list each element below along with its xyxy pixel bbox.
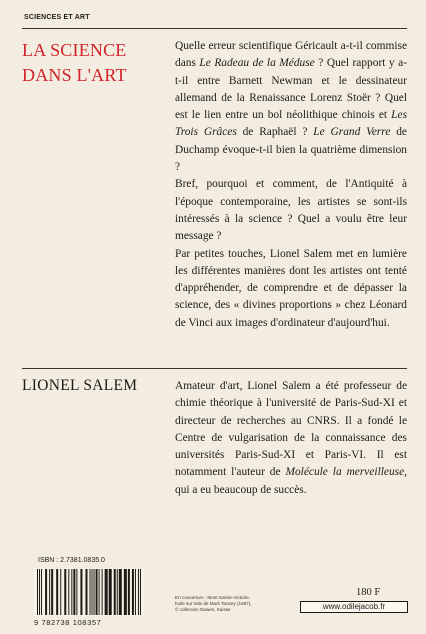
barcode-bar xyxy=(39,569,40,615)
credit-line-1: En couverture : Mont Sainte-Victoire, xyxy=(175,595,250,600)
blurb-paragraph-2: Bref, pourquoi et comment, de l'Antiquité à l'époque contemporaine, les artistes se sont-ils intéressés à la science ? Quel a voulu être leur message ? xyxy=(175,178,407,243)
barcode-bar xyxy=(71,569,72,615)
blurb-text: de Raphaël ? xyxy=(236,126,314,139)
barcode-bar xyxy=(140,569,141,615)
artwork-title: Le Radeau de la Méduse xyxy=(199,57,315,70)
blurb-text: Quelle erreur scientifique Géricault a-t-il commise dans xyxy=(175,40,407,70)
barcode-bar xyxy=(45,569,47,615)
barcode-bar xyxy=(73,569,75,615)
title-line-1: LA SCIENCE xyxy=(22,40,127,60)
barcode-bar xyxy=(41,569,42,615)
blurb-text: de Duchamp évoque-t-il bien la quatrième dimension ? xyxy=(175,126,407,174)
barcode-bar xyxy=(80,569,82,615)
barcode-bars xyxy=(34,568,144,616)
barcode-bar xyxy=(76,569,77,615)
blurb-paragraph-1 xyxy=(175,38,407,176)
barcode-bar xyxy=(68,569,69,615)
collection-name: SCIENCES ET ART xyxy=(24,14,90,21)
cover-credits xyxy=(175,595,293,613)
book-blurb xyxy=(175,38,407,332)
barcode-bar xyxy=(99,569,100,615)
barcode-bar xyxy=(135,569,136,615)
barcode-bar xyxy=(51,569,53,615)
bio-text: , qui a eu beaucoup de succès. xyxy=(175,466,408,496)
barcode-bar xyxy=(132,569,134,615)
artwork-title: Les Trois Grâces xyxy=(175,109,407,139)
barcode-bar xyxy=(60,569,61,615)
book-title xyxy=(22,38,162,88)
barcode-bar xyxy=(105,569,108,615)
author-name: LIONEL SALEM xyxy=(22,377,138,394)
barcode-bar xyxy=(128,569,130,615)
blurb-text: ? Quel rapport y a-t-il entre Barnett Newman et le dessinateur allemand de la Renaissance Lorenz Stoër ? Quel est le lien entre un bol néolithique chinois et xyxy=(175,57,407,122)
barcode-block xyxy=(34,557,144,627)
barcode-bar xyxy=(117,569,118,615)
barcode-bar xyxy=(85,569,87,615)
barcode-digits: 9 782738 108357 xyxy=(34,618,102,627)
barcode-bar xyxy=(49,569,50,615)
barcode-bar xyxy=(92,569,93,615)
book-reference: Molécule la merveilleuse xyxy=(285,466,405,479)
barcode-bar xyxy=(102,569,103,615)
barcode-bar xyxy=(114,569,116,615)
author-biography xyxy=(175,378,407,499)
middle-divider xyxy=(22,368,407,369)
barcode-bar xyxy=(94,569,95,615)
barcode-image xyxy=(34,568,144,616)
blurb-paragraph-3: Par petites touches, Lionel Salem met en lumière les différentes manières dont les artistes ont tenté d'appréhender, de comprendre et de dépasser la science, des « divines proportions » chez Léonard de Vinci aux images d'ordinateur d'aujourd'hui. xyxy=(175,247,407,329)
barcode-bar xyxy=(90,569,91,615)
barcode-bar xyxy=(56,569,58,615)
barcode-bar xyxy=(64,569,66,615)
barcode-bar xyxy=(109,569,112,615)
barcode-bar xyxy=(96,569,98,615)
barcode-bar xyxy=(124,569,127,615)
artwork-title: Le Grand Verre xyxy=(313,126,391,139)
isbn-number: ISBN : 2.7381.0835.0 xyxy=(38,557,105,564)
credit-line-2: huile sur toile de Mark Tansey (1987), xyxy=(175,601,252,606)
title-line-2: DANS L'ART xyxy=(22,65,127,85)
top-divider xyxy=(22,28,407,29)
price-label: 180 F xyxy=(356,587,381,598)
credit-line-3: © collection Dawes, Suisse xyxy=(175,607,231,612)
barcode-bar xyxy=(119,569,122,615)
barcode-bar xyxy=(138,569,139,615)
barcode-bar xyxy=(37,569,38,615)
publisher-website[interactable]: www.odilejacob.fr xyxy=(300,601,408,613)
bio-text: Amateur d'art, Lionel Salem a été professeur de chimie théorique à l'université de Paris-Sud-XI et directeur de recherches au CNRS. Il a fondé le Centre de vulgarisation de la connaissance des universités Paris-Sud-XI et Paris-VI. Il est notamment l'auteur de xyxy=(175,380,407,479)
